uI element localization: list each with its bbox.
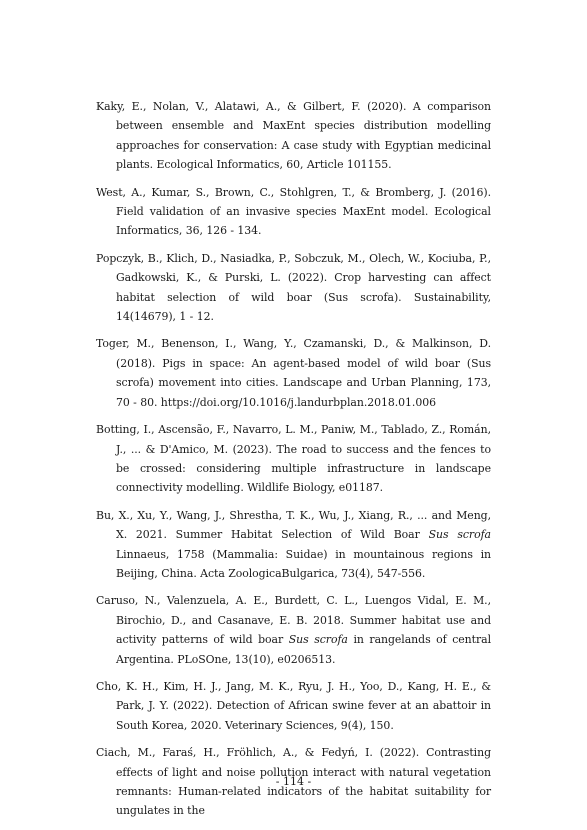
reference-entry [96,97,491,175]
reference-entry [96,677,491,735]
reference-list [96,97,491,829]
reference-text: Bu, X., Xu, Y., Wang, J., Shrestha, T. K., Wu, J., Xiang, R., ... and Meng, X. 2021. Summer Habitat Selection of Wild Boar [96,508,491,542]
reference-entry [96,506,491,584]
reference-entry [96,183,491,241]
reference-text: Kaky, E., Nolan, V., Alatawi, A., & Gilbert, F. (2020). A comparison between ensemble and MaxEnt species distribution modelling approaches for conservation: A case study with Egyptian medicinal plants. Ecological Informatics, 60, Article 101155. [96,100,491,172]
reference-text: Cho, K. H., Kim, H. J., Jang, M. K., Ryu, J. H., Yoo, D., Kang, H. E., & Park, J. Y. (2022). Detection of African swine fever at an abattoir in South Korea, 2020. Veterinary Sciences, 9(4), 150. [96,679,491,732]
reference-text: Toger, M., Benenson, I., Wang, Y., Czamanski, D., & Malkinson, D. (2018). Pigs in space: An agent-based model of wild boar (Sus scrofa) movement into cities. Landscape and Urban Planning, 173, 70 - 80. https://doi.org/10.1016/j.landurbplan.2018.01.006 [96,337,491,409]
reference-entry [96,334,491,412]
species-name-italic: Sus scrofa [428,528,491,542]
reference-entry [96,591,491,669]
species-name-italic: Sus scrofa [288,633,348,647]
reference-text: Ciach, M., Faraś, H., Fröhlich, A., & Fedyń, I. (2022). Contrasting effects of light and noise pollution interact with natural vegetation remnants: Human-related indicators of the habitat suitability for ungulates in the [96,746,491,818]
reference-text: Botting, I., Ascensão, F., Navarro, L. M., Paniw, M., Tablado, Z., Román, J., ... & D'Amico, M. (2023). The road to success and the fences to be crossed: considering multiple infrastructure in landscape connectivity modelling. Wildlife Biology, e01187. [96,423,491,495]
reference-text: Linnaeus, 1758 (Mammalia: Suidae) in mountainous regions in Beijing, China. Acta ZoologicaBulgarica, 73(4), 547-556. [116,547,491,580]
reference-text: Popczyk, B., Klich, D., Nasiadka, P., Sobczuk, M., Olech, W., Kociuba, P., Gadkowski, K., & Purski, L. (2022). Crop harvesting can affect habitat selection of wild boar (Sus scrofa). Sustainability, 14(14679), 1 - 12. [96,251,491,324]
reference-entry [96,249,491,327]
reference-entry [96,420,491,498]
reference-text: Caruso, N., Valenzuela, A. E., Burdett, C. L., Luengos Vidal, E. M., Birochio, D., and Casanave, E. B. 2018. Summer habitat use and activity patterns of wild boar [96,594,491,647]
page-number: - 114 - [275,775,312,788]
reference-text: in rangelands of central Argentina. PLoSOne, 13(10), e0206513. [116,633,492,666]
reference-text: West, A., Kumar, S., Brown, C., Stohlgren, T., & Bromberg, J. (2016). Field validation of an invasive species MaxEnt model. Ecological Informatics, 36, 126 - 134. [96,185,491,238]
